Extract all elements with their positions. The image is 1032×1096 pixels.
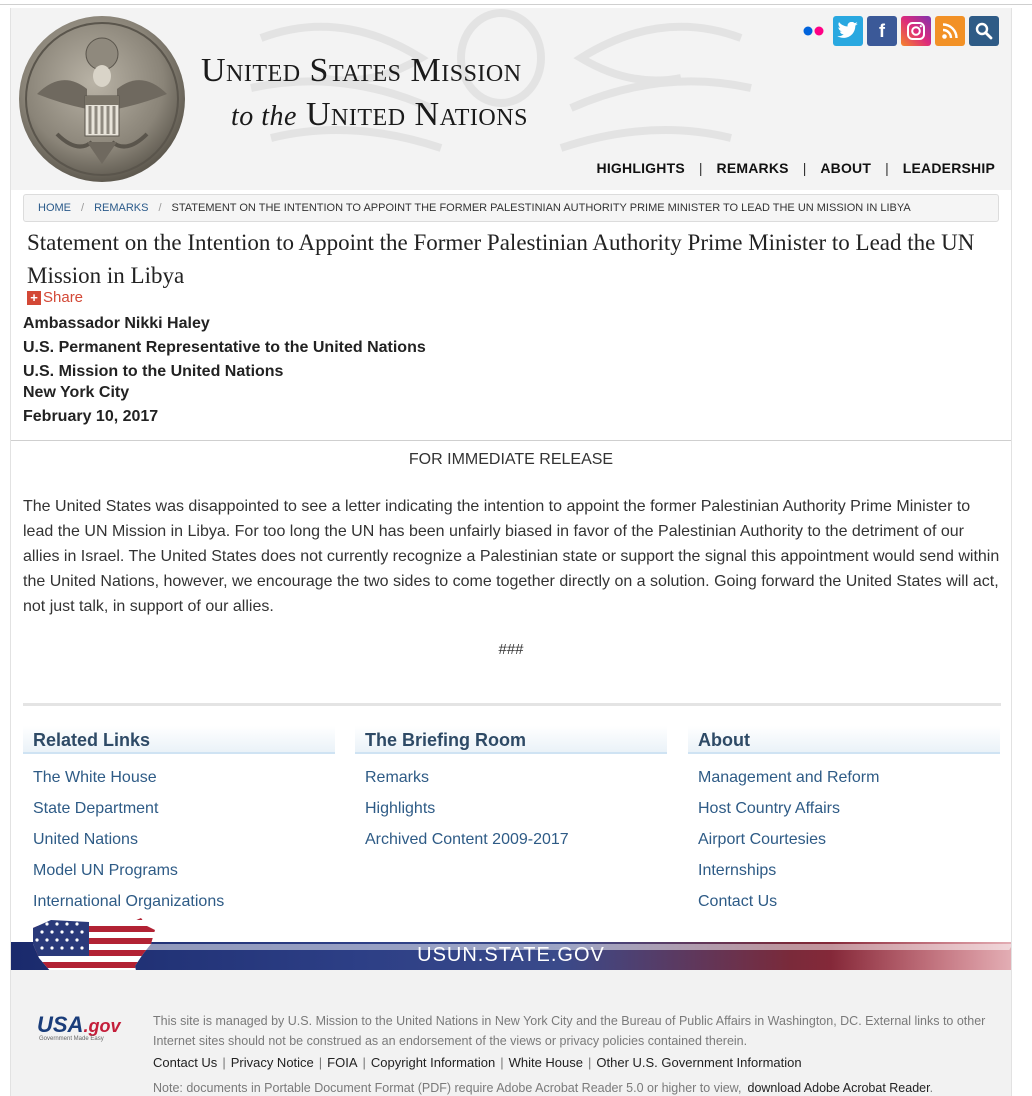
footer-link[interactable]: Remarks [365, 769, 430, 786]
footer-link-other-gov[interactable]: Other U.S. Government Information [596, 1055, 802, 1070]
end-mark: ### [498, 641, 524, 658]
column-heading: The Briefing Room [355, 726, 667, 754]
footer-link-copyright[interactable]: Copyright Information [370, 1055, 496, 1070]
site-header [11, 8, 1011, 190]
site-title-line1[interactable]: United States Mission [201, 52, 522, 89]
pdf-note-text: Note: documents in Portable Document Format (PDF) require Adobe Acrobat Reader 5.0 or higher to view, [153, 1081, 742, 1095]
footer-link-privacy[interactable]: Privacy Notice [230, 1055, 314, 1070]
search-icon[interactable] [969, 16, 999, 46]
breadcrumb-separator: / [158, 202, 162, 214]
footer-link[interactable]: Host Country Affairs [698, 800, 840, 817]
nav-about[interactable]: ABOUT [820, 160, 872, 176]
great-seal-icon[interactable] [17, 14, 187, 184]
nav-separator: | [698, 160, 703, 176]
page [10, 8, 1012, 1096]
footer-link[interactable]: International Organizations [33, 893, 225, 910]
footer-column-about [688, 726, 1000, 917]
footer-link[interactable]: Contact Us [698, 893, 778, 910]
footer-link[interactable]: Archived Content 2009-2017 [365, 831, 569, 848]
divider [23, 703, 1001, 706]
nav-separator: | [885, 160, 889, 176]
flickr-icon[interactable] [799, 16, 829, 46]
nav-separator: | [802, 160, 807, 176]
pdf-note [153, 1081, 933, 1095]
footer-link[interactable]: Highlights [365, 800, 436, 817]
divider [11, 440, 1011, 441]
usagov-logo-gov: .gov [83, 1016, 121, 1036]
facebook-icon[interactable]: f [867, 16, 897, 46]
breadcrumb-home[interactable]: HOME [38, 202, 71, 214]
share-label: Share [43, 289, 84, 306]
footer-links: Contact Us | Privacy Notice | FOIA | Copyright Information | White House | Other U.S. Government Information [153, 1055, 802, 1070]
footer-link[interactable]: Airport Courtesies [698, 831, 827, 848]
footer-link[interactable]: The White House [33, 769, 157, 786]
page-title: Statement on the Intention to Appoint the Former Palestinian Authority Prime Minister to Lead the UN Mission in Libya [27, 230, 975, 288]
footer-link-white-house[interactable]: White House [508, 1055, 583, 1070]
footer-link[interactable]: United Nations [33, 831, 138, 848]
footer-column-briefing-room [355, 726, 667, 855]
nav-remarks[interactable]: REMARKS [716, 160, 789, 176]
site-title-line2[interactable] [231, 96, 528, 134]
site-title-prefix: to the [231, 101, 297, 132]
usagov-tagline: Government Made Easy [39, 1036, 104, 1042]
breadcrumb [23, 194, 999, 222]
location: New York City [23, 384, 130, 401]
column-heading: Related Links [23, 726, 335, 754]
speaker-name: Ambassador Nikki Haley [23, 315, 210, 332]
footer-link[interactable]: Internships [698, 862, 777, 879]
release-label: FOR IMMEDIATE RELEASE [408, 451, 614, 468]
column-heading: About [688, 726, 1000, 754]
usagov-logo-usa: USA [37, 1012, 84, 1037]
banner-url[interactable]: USUN.STATE.GOV [417, 944, 605, 966]
usagov-logo[interactable] [37, 1012, 121, 1042]
footer-link-contact[interactable]: Contact Us [153, 1055, 218, 1070]
footer-column-related-links [23, 726, 335, 917]
article-body: The United States was disappointed to see a letter indicating the intention to appoint the former Palestinian Authority Prime Minister to lead the UN Mission in Libya. For too long the UN has been unfairly biased in favor of the Palestinian Authority to the detriment of our allies in Israel. The United States does not currently recognize a Palestinian state or support the signal this appointment would send within the United Nations, however, we encourage the two sides to come together directly on a solution. Going forward the United States will act, not just talk, in support of our allies. [23, 498, 1000, 615]
breadcrumb-current: STATEMENT ON THE INTENTION TO APPOINT THE FORMER PALESTINIAN AUTHORITY PRIME MINISTER TO LEAD THE UN MISSION IN LIBYA [171, 202, 911, 214]
pdf-note-end: . [929, 1081, 934, 1095]
social-links [799, 16, 999, 46]
footer-link[interactable]: State Department [33, 800, 159, 817]
rss-icon[interactable] [935, 16, 965, 46]
footer-disclaimer: This site is managed by U.S. Mission to the United Nations in New York City and the Bureau of Public Affairs in Washington, DC. External links to other Internet sites should not be construed as an endorsement of the views or privacy policies contained therein. [153, 1014, 986, 1048]
nav-leadership[interactable]: LEADERSHIP [902, 160, 995, 176]
share-button[interactable] [27, 289, 83, 306]
breadcrumb-remarks[interactable]: REMARKS [94, 202, 149, 214]
organization: U.S. Mission to the United Nations [23, 363, 284, 380]
instagram-icon[interactable] [901, 16, 931, 46]
nav-highlights[interactable]: HIGHLIGHTS [596, 160, 685, 176]
main-nav [597, 160, 995, 176]
footer-link[interactable]: Management and Reform [698, 769, 880, 786]
twitter-icon[interactable] [833, 16, 863, 46]
breadcrumb-separator: / [81, 202, 85, 214]
acrobat-download-link[interactable]: download Adobe Acrobat Reader [747, 1081, 930, 1095]
footer-link[interactable]: Model UN Programs [33, 862, 178, 879]
site-title-main: United Nations [306, 96, 528, 133]
footer-link-foia[interactable]: FOIA [327, 1055, 358, 1070]
publish-date: February 10, 2017 [23, 408, 159, 425]
speaker-title: U.S. Permanent Representative to the United Nations [23, 339, 426, 356]
plus-icon: + [27, 291, 41, 305]
